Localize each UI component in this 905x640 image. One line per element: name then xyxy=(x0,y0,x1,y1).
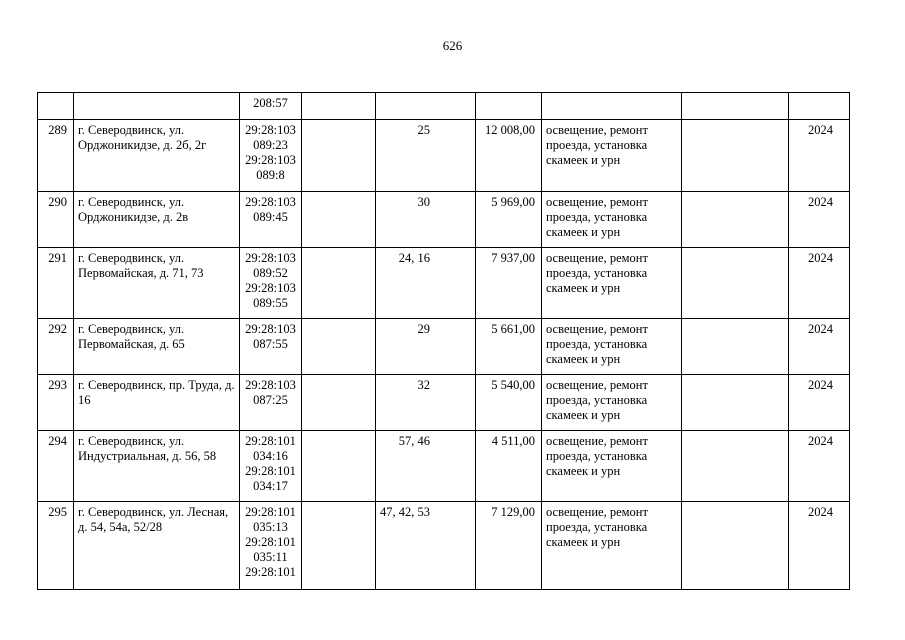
cell-extra xyxy=(682,375,789,431)
cell-extra xyxy=(682,319,789,375)
cell-extra xyxy=(682,431,789,502)
cell-index: 291 xyxy=(38,248,74,319)
table-body xyxy=(38,93,850,590)
cell-address: г. Северодвинск, ул. Первомайская, д. 71, 73 xyxy=(74,248,240,319)
cell-year: 2024 xyxy=(789,375,850,431)
cadastral-line: 034:17 xyxy=(253,479,288,493)
cell-empty xyxy=(302,431,376,502)
table-row xyxy=(38,431,850,502)
cell-index: 294 xyxy=(38,431,74,502)
table-row xyxy=(38,375,850,431)
cadastral-line: 29:28:101 xyxy=(245,565,296,579)
cell-extra xyxy=(682,502,789,590)
cell-address: г. Северодвинск, ул. Индустриальная, д. 56, 58 xyxy=(74,431,240,502)
cell-area: 57, 46 xyxy=(376,431,476,502)
cell-cadastral xyxy=(240,319,302,375)
page-number: 626 xyxy=(442,38,463,53)
cell-index: 292 xyxy=(38,319,74,375)
cell-area: 25 xyxy=(376,120,476,192)
cell-works: освещение, ремонт проезда, установка скамеек и урн xyxy=(542,248,682,319)
cell-cost: 5 969,00 xyxy=(476,192,542,248)
cell-cost: 5 661,00 xyxy=(476,319,542,375)
cell-cadastral xyxy=(240,120,302,192)
cell-index: 293 xyxy=(38,375,74,431)
cadastral-line: 29:28:101 xyxy=(245,464,296,478)
table-row xyxy=(38,248,850,319)
cadastral-line: 089:45 xyxy=(253,210,288,224)
cell-cadastral xyxy=(240,375,302,431)
cell-works: освещение, ремонт проезда, установка скамеек и урн xyxy=(542,120,682,192)
cadastral-line: 087:25 xyxy=(253,393,288,407)
cadastral-line: 29:28:103 xyxy=(245,378,296,392)
table-row xyxy=(38,120,850,192)
cell-year: 2024 xyxy=(789,248,850,319)
improvement-table xyxy=(37,92,850,590)
cell-cadastral xyxy=(240,431,302,502)
cell-area: 47, 42, 53 xyxy=(376,502,476,590)
cell-extra xyxy=(682,93,789,120)
cadastral-line: 089:23 xyxy=(253,138,288,152)
cell-works: освещение, ремонт проезда, установка скамеек и урн xyxy=(542,375,682,431)
cell-extra xyxy=(682,192,789,248)
cadastral-line: 29:28:103 xyxy=(245,322,296,336)
cadastral-line: 034:16 xyxy=(253,449,288,463)
cell-works xyxy=(542,93,682,120)
cell-cost: 12 008,00 xyxy=(476,120,542,192)
cadastral-line: 208:57 xyxy=(253,96,288,110)
cell-address: г. Северодвинск, пр. Труда, д. 16 xyxy=(74,375,240,431)
cell-area: 32 xyxy=(376,375,476,431)
cadastral-line: 29:28:103 xyxy=(245,251,296,265)
cadastral-line: 087:55 xyxy=(253,337,288,351)
cell-address: г. Северодвинск, ул. Лесная, д. 54, 54а, 52/28 xyxy=(74,502,240,590)
cell-cost: 4 511,00 xyxy=(476,431,542,502)
cell-index: 290 xyxy=(38,192,74,248)
cell-cadastral xyxy=(240,248,302,319)
cell-cost: 5 540,00 xyxy=(476,375,542,431)
cell-empty xyxy=(302,248,376,319)
cell-address: г. Северодвинск, ул. Орджоникидзе, д. 2б, 2г xyxy=(74,120,240,192)
cell-address: г. Северодвинск, ул. Орджоникидзе, д. 2в xyxy=(74,192,240,248)
cell-cost xyxy=(476,93,542,120)
cell-year: 2024 xyxy=(789,192,850,248)
cadastral-line: 035:11 xyxy=(253,550,288,564)
cell-empty xyxy=(302,120,376,192)
cadastral-line: 29:28:101 xyxy=(245,535,296,549)
cadastral-line: 29:28:103 xyxy=(245,195,296,209)
cell-empty xyxy=(302,502,376,590)
cell-empty xyxy=(302,93,376,120)
cell-index: 295 xyxy=(38,502,74,590)
table-row-carry xyxy=(38,93,850,120)
cell-extra xyxy=(682,248,789,319)
cell-area: 24, 16 xyxy=(376,248,476,319)
cell-index xyxy=(38,93,74,120)
cell-cadastral xyxy=(240,192,302,248)
cell-area: 29 xyxy=(376,319,476,375)
cell-extra xyxy=(682,120,789,192)
cell-address xyxy=(74,93,240,120)
cell-empty xyxy=(302,375,376,431)
cell-works: освещение, ремонт проезда, установка скамеек и урн xyxy=(542,192,682,248)
cell-address: г. Северодвинск, ул. Первомайская, д. 65 xyxy=(74,319,240,375)
cell-year xyxy=(789,93,850,120)
cell-cadastral xyxy=(240,502,302,590)
cell-year: 2024 xyxy=(789,502,850,590)
cell-area: 30 xyxy=(376,192,476,248)
cell-cost: 7 129,00 xyxy=(476,502,542,590)
cadastral-line: 29:28:103 xyxy=(245,281,296,295)
table-row xyxy=(38,319,850,375)
cell-index: 289 xyxy=(38,120,74,192)
cell-works: освещение, ремонт проезда, установка скамеек и урн xyxy=(542,431,682,502)
cell-area xyxy=(376,93,476,120)
cell-works: освещение, ремонт проезда, установка скамеек и урн xyxy=(542,502,682,590)
cadastral-line: 29:28:103 xyxy=(245,153,296,167)
cadastral-line: 035:13 xyxy=(253,520,288,534)
cadastral-line: 089:8 xyxy=(256,168,285,182)
cell-cadastral xyxy=(240,93,302,120)
table-row xyxy=(38,502,850,590)
table-row xyxy=(38,192,850,248)
cell-year: 2024 xyxy=(789,431,850,502)
cell-year: 2024 xyxy=(789,120,850,192)
cadastral-line: 29:28:101 xyxy=(245,434,296,448)
cell-year: 2024 xyxy=(789,319,850,375)
cell-cost: 7 937,00 xyxy=(476,248,542,319)
cadastral-line: 089:52 xyxy=(253,266,288,280)
cadastral-line: 29:28:101 xyxy=(245,505,296,519)
cadastral-line: 29:28:103 xyxy=(245,123,296,137)
cell-empty xyxy=(302,319,376,375)
cell-empty xyxy=(302,192,376,248)
cell-works: освещение, ремонт проезда, установка скамеек и урн xyxy=(542,319,682,375)
cadastral-line: 089:55 xyxy=(253,296,288,310)
